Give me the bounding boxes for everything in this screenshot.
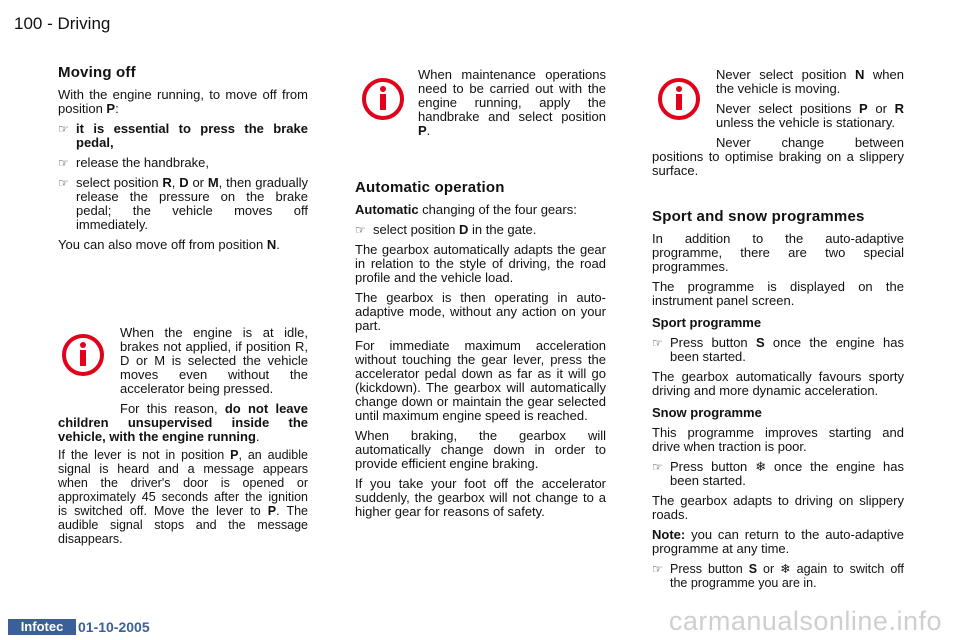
note1-signal-text: If the lever is not in position P, an audible signal is heard and a message appears when the driver's door is opened or approximately 45 seconds after the ignition is switched off. Move the lever to P. The audible signal stops and the message disappears. <box>58 448 309 546</box>
maintenance-note <box>418 68 606 144</box>
paragraph: For immediate maximum acceleration without touching the gear lever, press the accelerator pedal down as far as it will go (kickdown). The gearbox will automatically change down or maintain the gear selected until maximum engine speed is reached. <box>355 338 606 423</box>
moving-off-intro: With the engine running, to move off from position P: <box>58 87 308 116</box>
note2-text: When maintenance operations need to be carried out with the engine running, apply the handbrake and select position P. <box>418 67 606 138</box>
note3-p1: Never select position N when the vehicle is moving. <box>716 67 904 96</box>
bullet-item: ☞ Press button ❄ once the engine has been started. <box>652 459 904 488</box>
snowflake-icon: ❄ <box>755 459 767 474</box>
paragraph: The programme is displayed on the instrument panel screen. <box>652 279 904 308</box>
hand-pointer-icon: ☞ <box>58 156 69 170</box>
also-move-off-text: You can also move off from position N. <box>58 237 280 252</box>
hand-pointer-icon: ☞ <box>652 460 663 474</box>
snow-programme-heading: Snow programme <box>652 405 762 420</box>
moving-off-heading: Moving off <box>58 64 136 81</box>
paragraph: The gearbox automatically adapts the gear in relation to the style of driving, the road profile and the vehicle load. <box>355 242 606 285</box>
paragraph: When braking, the gearbox will automatically change down in order to provide efficient engine braking. <box>355 428 606 471</box>
paragraph: The gearbox is then operating in auto-adaptive mode, without any action on your part. <box>355 290 606 333</box>
automatic-operation-heading: Automatic operation <box>355 179 505 196</box>
note3-p3: Never change between positions to optimise braking on a slippery surface. <box>652 135 904 178</box>
automatic-operation-section <box>355 181 606 525</box>
sport-snow-section <box>652 210 904 596</box>
watermark: carmanualsonline.info <box>668 606 942 636</box>
note3-p2: Never select positions P or R unless the vehicle is stationary. <box>716 101 904 130</box>
bullet-item: ☞ it is essential to press the brake pedal, <box>58 121 308 150</box>
sport-snow-heading: Sport and snow programmes <box>652 208 865 225</box>
automatic-intro: Automatic changing of the four gears: <box>355 202 577 217</box>
infotec-logo: Infotec <box>8 619 76 635</box>
never-select-note <box>652 68 904 184</box>
hand-pointer-icon: ☞ <box>652 336 663 350</box>
info-icon <box>360 76 406 122</box>
bullet-item: ☞ select position R, D or M, then gradually release the pressure on the brake pedal; the vehicle moves off immediately. <box>58 175 308 232</box>
sport-programme-heading: Sport programme <box>652 315 762 330</box>
paragraph: The gearbox adapts to driving on slippery roads. <box>652 493 904 522</box>
paragraph: This programme improves starting and drive when traction is poor. <box>652 425 904 454</box>
snowflake-icon: ❄ <box>780 562 791 576</box>
hand-pointer-icon: ☞ <box>58 122 69 136</box>
bullet-item: ☞ select position D in the gate. <box>355 222 537 237</box>
paragraph: The gearbox automatically favours sporty driving and more dynamic acceleration. <box>652 369 904 398</box>
moving-off-section <box>58 66 308 258</box>
hand-pointer-icon: ☞ <box>652 562 663 576</box>
bullet-item: ☞ release the handbrake, <box>58 155 209 170</box>
footer-date: 01-10-2005 <box>78 619 150 635</box>
note-paragraph: Note: you can return to the auto-adaptive programme at any time. <box>652 527 904 556</box>
page-title: 100 - Driving <box>14 14 111 33</box>
bullet-item: ☞ Press button S once the engine has been started. <box>652 335 904 364</box>
bullet-item: ☞ Press button S or ❄ again to switch off the programme you are in. <box>652 562 904 590</box>
hand-pointer-icon: ☞ <box>355 223 366 237</box>
idle-warning-note <box>58 326 308 552</box>
note1-paragraph: When the engine is at idle, brakes not applied, if position R, D or M is selected the vehicle moves even without the accelerator being pressed. <box>120 325 308 396</box>
note1-warning: For this reason, do not leave children unsupervised inside the vehicle, with the engine running. <box>58 401 308 444</box>
paragraph: If you take your foot off the accelerator suddenly, the gearbox will not change to a higher gear for reasons of safety. <box>355 476 606 519</box>
hand-pointer-icon: ☞ <box>58 176 69 190</box>
paragraph: In addition to the auto-adaptive programme, there are two special programmes. <box>652 231 904 274</box>
